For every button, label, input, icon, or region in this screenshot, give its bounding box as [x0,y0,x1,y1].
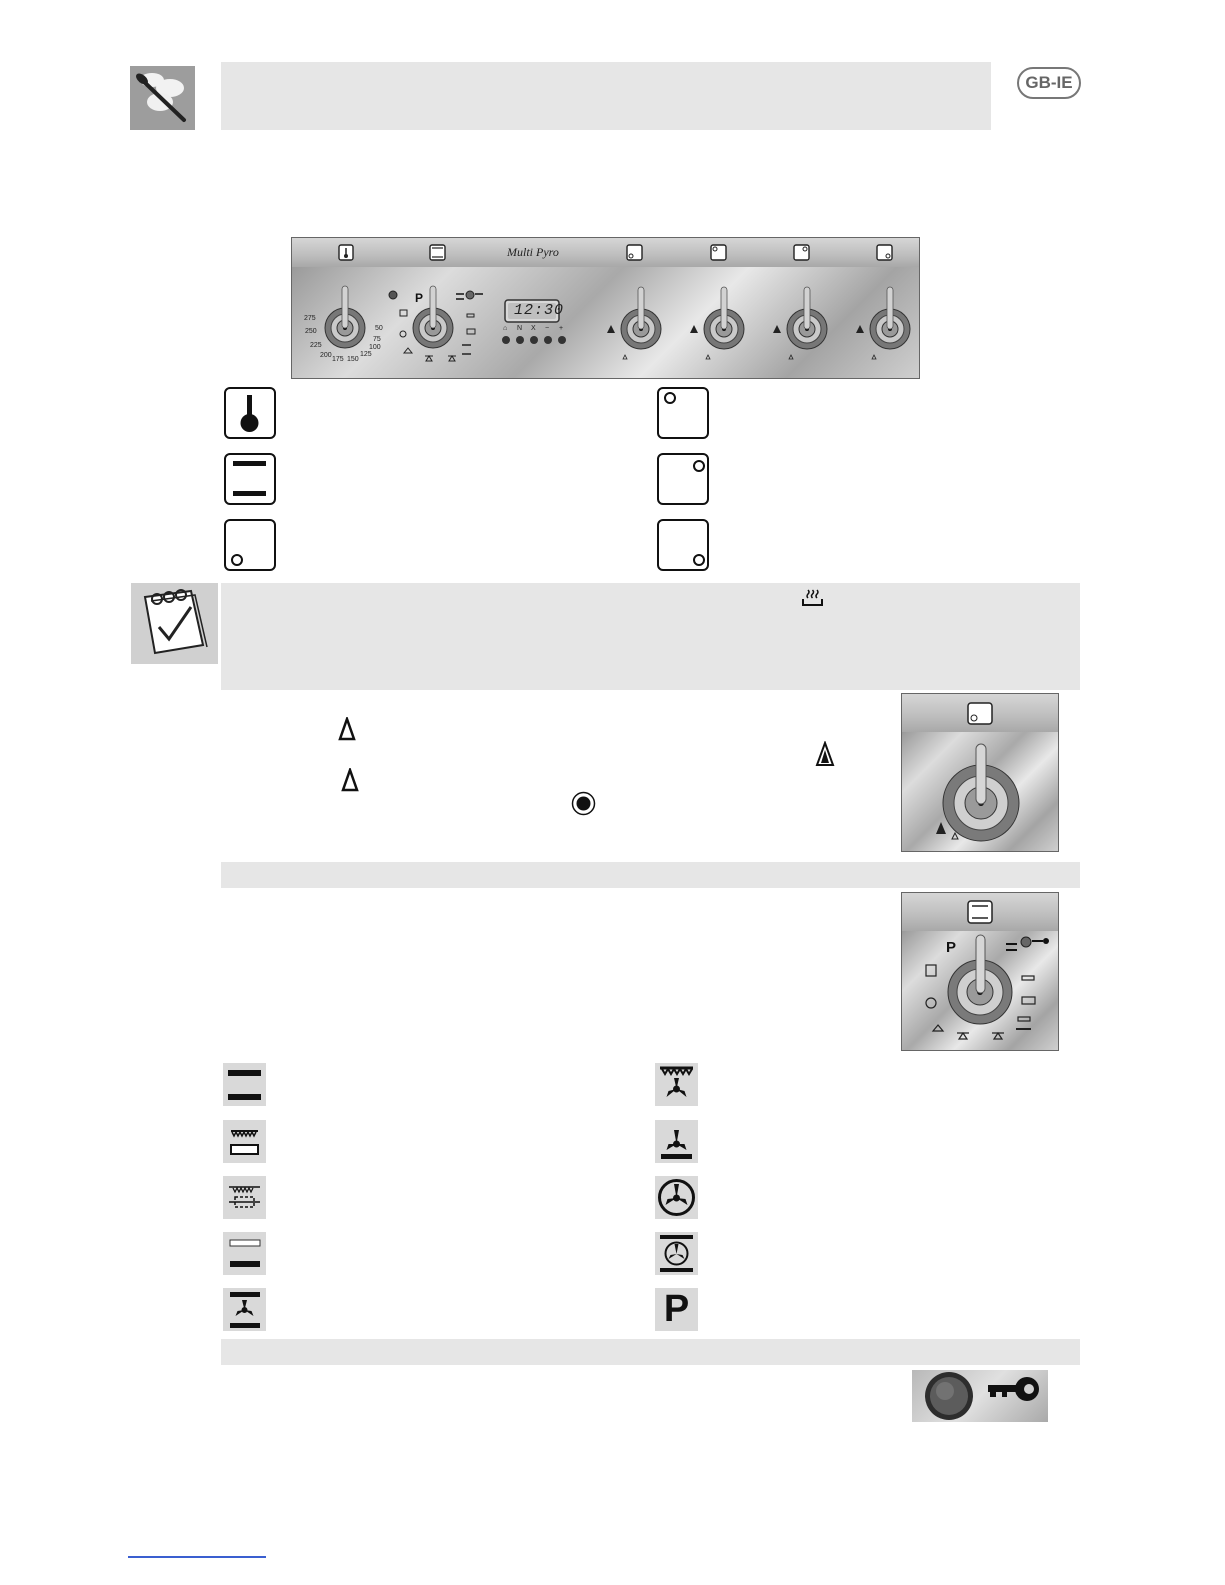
program-label: P [415,291,424,305]
header-title-bar [221,62,991,130]
burner-knob-detail [901,693,1059,852]
flame-min-icon [341,768,359,797]
burner-rear-right-icon [657,519,709,571]
strip-burner-rear-right-icon [877,245,892,260]
clock-btn-label-4: − [545,325,550,332]
brand-logo: Multi Pyro [507,245,559,259]
note-box [221,583,1080,690]
strip-burner-rear-left-icon [627,245,642,260]
burner-knob-front-right[interactable] [773,287,827,359]
note-icon [131,583,218,664]
footer-link-underline [128,1556,266,1558]
temp-50: 50 [375,325,383,332]
clock-btn-label-2: N [517,325,523,332]
burner-rear-left-icon [224,519,276,571]
flame-max-icon [338,717,356,746]
burner-knob-front-left[interactable] [690,287,744,359]
burner-front-right-icon [657,453,709,505]
thermostat-knob[interactable] [325,286,365,348]
strip-thermometer-icon [339,245,353,260]
oven-section-bar [221,862,1080,888]
temp-275: 275 [304,315,316,322]
strip-burner-front-left-icon [711,245,726,260]
temp-175: 175 [332,356,344,363]
temp-75: 75 [373,336,381,343]
language-badge: GB-IE [1017,67,1081,99]
strip-oven-icon [430,245,445,260]
temp-225: 225 [310,342,322,349]
indicator-light-icon [389,291,397,299]
conventional-heating-icon [223,1063,266,1106]
fan-grill-icon [655,1063,698,1106]
bottom-heating-icon [223,1232,266,1275]
fan-bottom-heating-icon [223,1288,266,1331]
flame-large-icon [815,741,835,772]
strip-burner-front-right-icon [794,245,809,260]
clock-time: 12:30 [514,302,565,319]
chef-logo [130,66,195,130]
fan-bottom-icon [655,1120,698,1163]
oven-function-icon [224,453,276,505]
fan-conventional-icon [655,1232,698,1275]
detail-selector-graphics [902,893,1058,1050]
burner-knob-rear-left[interactable] [607,287,661,359]
temp-200: 200 [320,352,332,359]
warming-compartment-icon [800,587,825,609]
door-lock-indicator [912,1370,1048,1422]
clock-btn-label-3: X [531,325,536,332]
pyrolysis-lock-icon [456,291,483,299]
clock-buttons[interactable] [502,336,566,344]
thermostat-icon [224,387,276,439]
control-panel [291,237,920,379]
pyrolysis-program-letter: P [663,1288,690,1330]
grill-icon [223,1120,266,1163]
burner-knob-rear-right[interactable] [856,287,910,359]
temp-150: 150 [347,356,359,363]
grill-rotisserie-icon [223,1176,266,1219]
temp-100: 100 [369,344,381,351]
knob-off-icon [571,791,596,821]
fan-assisted-icon [655,1176,698,1219]
burner-front-left-icon [657,387,709,439]
panel-graphics [292,238,919,378]
temp-125: 125 [360,351,372,358]
detail-program-label: P [946,939,957,956]
pyrolysis-program-icon [655,1288,698,1331]
detail-burner-graphics [902,694,1058,851]
clock-btn-label-5: + [559,325,564,332]
function-selector-detail [901,892,1059,1051]
lock-section-bar [221,1339,1080,1365]
temp-250: 250 [305,328,317,335]
clock-btn-label-1: ⌂ [503,325,508,332]
